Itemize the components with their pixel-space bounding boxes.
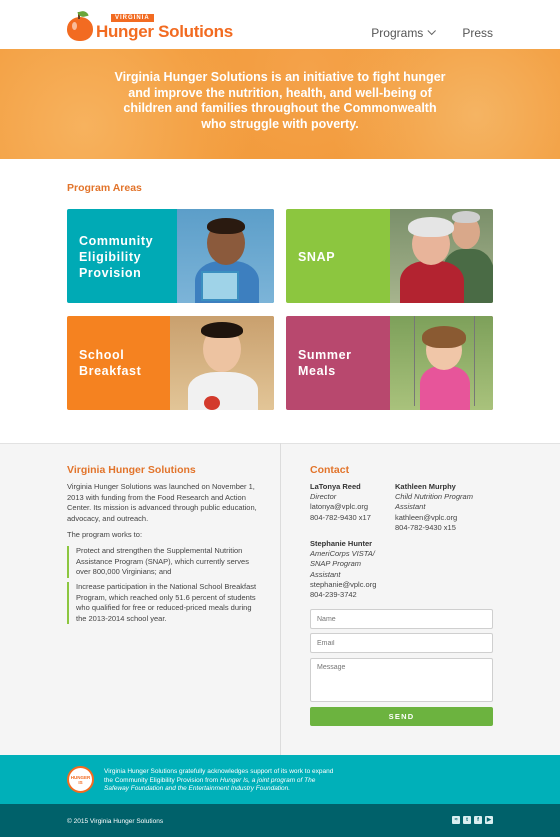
about-works-label: The program works to: bbox=[67, 530, 143, 539]
name-field[interactable] bbox=[310, 609, 493, 629]
contact-person bbox=[310, 482, 390, 523]
contact-person bbox=[310, 539, 390, 600]
grandparents-photo bbox=[390, 209, 493, 303]
site-header bbox=[0, 0, 560, 49]
youtube-icon[interactable]: ▶ bbox=[486, 817, 492, 823]
apple-logo-icon bbox=[66, 11, 94, 41]
contact-role: Child Nutrition Program Assistant bbox=[395, 492, 473, 512]
nav-programs-label: Programs bbox=[371, 26, 424, 40]
card-label: Summer Meals bbox=[298, 348, 352, 378]
email-field[interactable] bbox=[310, 633, 493, 653]
about-bullet: Protect and strengthen the Supplemental Nutrition Assistance Program (SNAP), which currently serves over 800,000 Virginians; and bbox=[67, 546, 257, 578]
contact-email[interactable]: stephanie@vplc.org bbox=[310, 579, 377, 589]
column-divider bbox=[280, 443, 281, 755]
card-school-breakfast[interactable] bbox=[67, 316, 274, 410]
ack-org: Hunger Is bbox=[219, 776, 249, 784]
contact-phone: 804-782-9430 x15 bbox=[395, 522, 456, 532]
contact-role: AmeriCorps VISTA/ SNAP Program Assistant bbox=[310, 549, 375, 579]
main-nav bbox=[371, 26, 493, 40]
boy-photo bbox=[177, 209, 274, 303]
card-snap[interactable] bbox=[286, 209, 493, 303]
contact-phone: 804-239-3742 bbox=[310, 590, 357, 600]
ack-main: Virginia Hunger Solutions gratefully acknowledges support of its work to expand the Community Eligibility Provision from bbox=[104, 768, 334, 784]
acknowledgement-text bbox=[104, 768, 334, 794]
hunger-is-logo[interactable] bbox=[67, 766, 94, 793]
send-button[interactable]: SEND bbox=[310, 707, 493, 726]
twitter-icon[interactable]: t bbox=[463, 816, 471, 824]
contact-email[interactable]: latonya@vplc.org bbox=[310, 502, 369, 512]
contact-email[interactable]: kathleen@vplc.org bbox=[395, 512, 458, 522]
contact-name: Stephanie Hunter bbox=[310, 539, 373, 548]
program-areas-title: Program Areas bbox=[67, 182, 142, 194]
contact-title: Contact bbox=[310, 464, 350, 476]
contact-name: LaTonya Reed bbox=[310, 482, 361, 491]
facebook-icon[interactable]: f bbox=[474, 816, 482, 824]
logo-title: Hunger Solutions bbox=[96, 22, 233, 41]
card-community-eligibility[interactable] bbox=[67, 209, 274, 303]
contact-name: Kathleen Murphy bbox=[395, 482, 456, 491]
card-summer-meals[interactable] bbox=[286, 316, 493, 410]
nav-press-label: Press bbox=[462, 26, 493, 40]
copyright: © 2015 Virginia Hunger Solutions bbox=[67, 818, 164, 825]
nav-programs[interactable] bbox=[371, 26, 434, 40]
card-label: Community Eligibility Provision bbox=[79, 234, 154, 280]
card-label: SNAP bbox=[298, 250, 336, 264]
child-breakfast-photo bbox=[170, 316, 274, 410]
about-title: Virginia Hunger Solutions bbox=[67, 464, 196, 476]
logo-tag: VIRGINIA bbox=[111, 14, 154, 22]
ack-rest: , a joint program of The Safeway Foundation and the Entertainment Industry Foundation. bbox=[104, 776, 316, 792]
hero-text: Virginia Hunger Solutions is an initiative to fight hunger and improve the nutrition, health, and well-being of children and families throughout the Commonwealth who struggle with poverty. bbox=[114, 70, 446, 131]
site-logo[interactable] bbox=[66, 8, 233, 44]
message-field[interactable] bbox=[310, 658, 493, 702]
contact-role: Director bbox=[310, 492, 337, 502]
about-intro: Virginia Hunger Solutions was launched on November 1, 2013 with funding from the Food Research and Action Center. Its mission is advanced through public education, advocacy, and outreach. bbox=[67, 482, 257, 523]
social-links bbox=[452, 816, 493, 824]
hero-banner bbox=[0, 49, 560, 159]
contact-person bbox=[395, 482, 485, 533]
contact-phone: 804-782-9430 x17 bbox=[310, 512, 371, 522]
chevron-down-icon bbox=[428, 27, 436, 35]
girl-swing-photo bbox=[390, 316, 493, 410]
nav-press[interactable] bbox=[462, 26, 493, 40]
about-bullet: Increase participation in the National School Breakfast Program, which reached only 51.6 percent of students who qualified for free or reduced-priced meals during the 2013-2014 school year. bbox=[67, 582, 257, 624]
hunger-is-badge-text: HUNGER IS bbox=[70, 774, 91, 785]
rss-icon[interactable]: ≈ bbox=[452, 816, 460, 824]
card-label: School Breakfast bbox=[79, 348, 142, 378]
